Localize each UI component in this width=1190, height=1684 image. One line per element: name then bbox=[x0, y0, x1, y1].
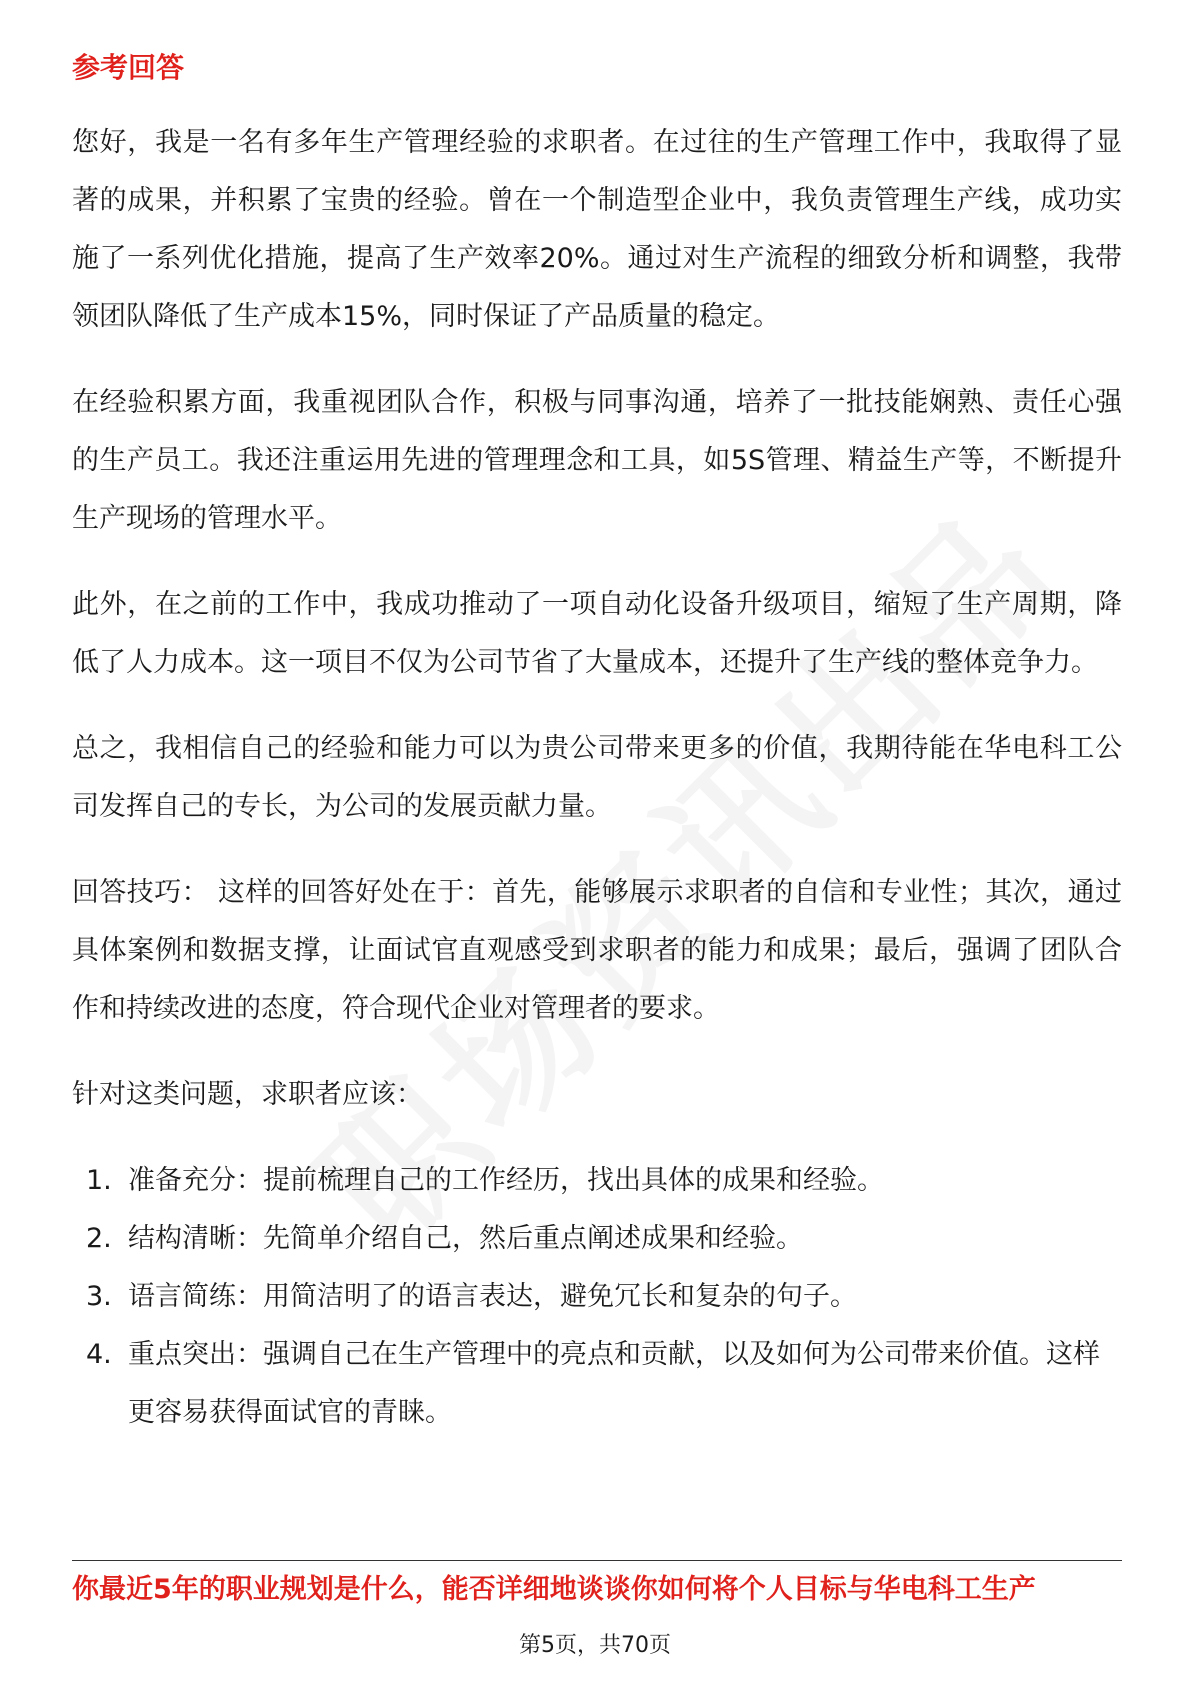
advice-list bbox=[72, 1152, 1122, 1442]
section-divider bbox=[72, 1560, 1122, 1561]
answer-paragraph-1: 您好，我是一名有多年生产管理经验的求职者。在过往的生产管理工作中，我取得了显著的成果，并积累了宝贵的经验。曾在一个制造型企业中，我负责管理生产线，成功实施了一系列优化措施，提高了生产效率20%。通过对生产流程的细致分析和调整，我带领团队降低了生产成本15%，同时保证了产品质量的稳定。 bbox=[72, 127, 1122, 332]
answer-paragraph-2: 在经验积累方面，我重视团队合作，积极与同事沟通，培养了一批技能娴熟、责任心强的生产员工。我还注重运用先进的管理理念和工具，如5S管理、精益生产等，不断提升生产现场的管理水平。 bbox=[72, 387, 1122, 534]
list-item bbox=[86, 1210, 1122, 1268]
answer-paragraph-3: 此外，在之前的工作中，我成功推动了一项自动化设备升级项目，缩短了生产周期，降低了人力成本。这一项目不仅为公司节省了大量成本，还提升了生产线的整体竞争力。 bbox=[72, 589, 1122, 678]
section-title: 参考回答 bbox=[72, 51, 185, 84]
list-item bbox=[86, 1268, 1122, 1326]
list-item-text: 结构清晰：先简单介绍自己，然后重点阐述成果和经验。 bbox=[128, 1223, 803, 1254]
list-item-text: 准备充分：提前梳理自己的工作经历，找出具体的成果和经验。 bbox=[128, 1165, 884, 1196]
list-item bbox=[86, 1152, 1122, 1210]
list-item-number: 2. bbox=[86, 1223, 112, 1254]
list-item-number: 3. bbox=[86, 1281, 112, 1312]
list-item-number: 4. bbox=[86, 1339, 112, 1370]
list-item-text: 语言简练：用简洁明了的语言表达，避免冗长和复杂的句子。 bbox=[128, 1281, 857, 1312]
answer-paragraph-4: 总之，我相信自己的经验和能力可以为贵公司带来更多的价值，我期待能在华电科工公司发挥自己的专长，为公司的发展贡献力量。 bbox=[72, 733, 1122, 822]
document-body bbox=[72, 48, 1122, 1442]
next-question-heading: 你最近5年的职业规划是什么，能否详细地谈谈你如何将个人目标与华电科工生产 bbox=[72, 1574, 1036, 1605]
list-item-number: 1. bbox=[86, 1165, 112, 1196]
list-item-text: 重点突出：强调自己在生产管理中的亮点和贡献，以及如何为公司带来价值。这样更容易获得面试官的青睐。 bbox=[128, 1339, 1100, 1428]
list-item bbox=[86, 1326, 1122, 1442]
page-number: 第5页，共70页 bbox=[519, 1633, 671, 1658]
answer-tips-paragraph: 回答技巧： 这样的回答好处在于：首先，能够展示求职者的自信和专业性；其次，通过具体案例和数据支撑，让面试官直观感受到求职者的能力和成果；最后，强调了团队合作和持续改进的态度，符合现代企业对管理者的要求。 bbox=[72, 877, 1122, 1024]
advice-intro: 针对这类问题，求职者应该： bbox=[72, 1079, 423, 1110]
